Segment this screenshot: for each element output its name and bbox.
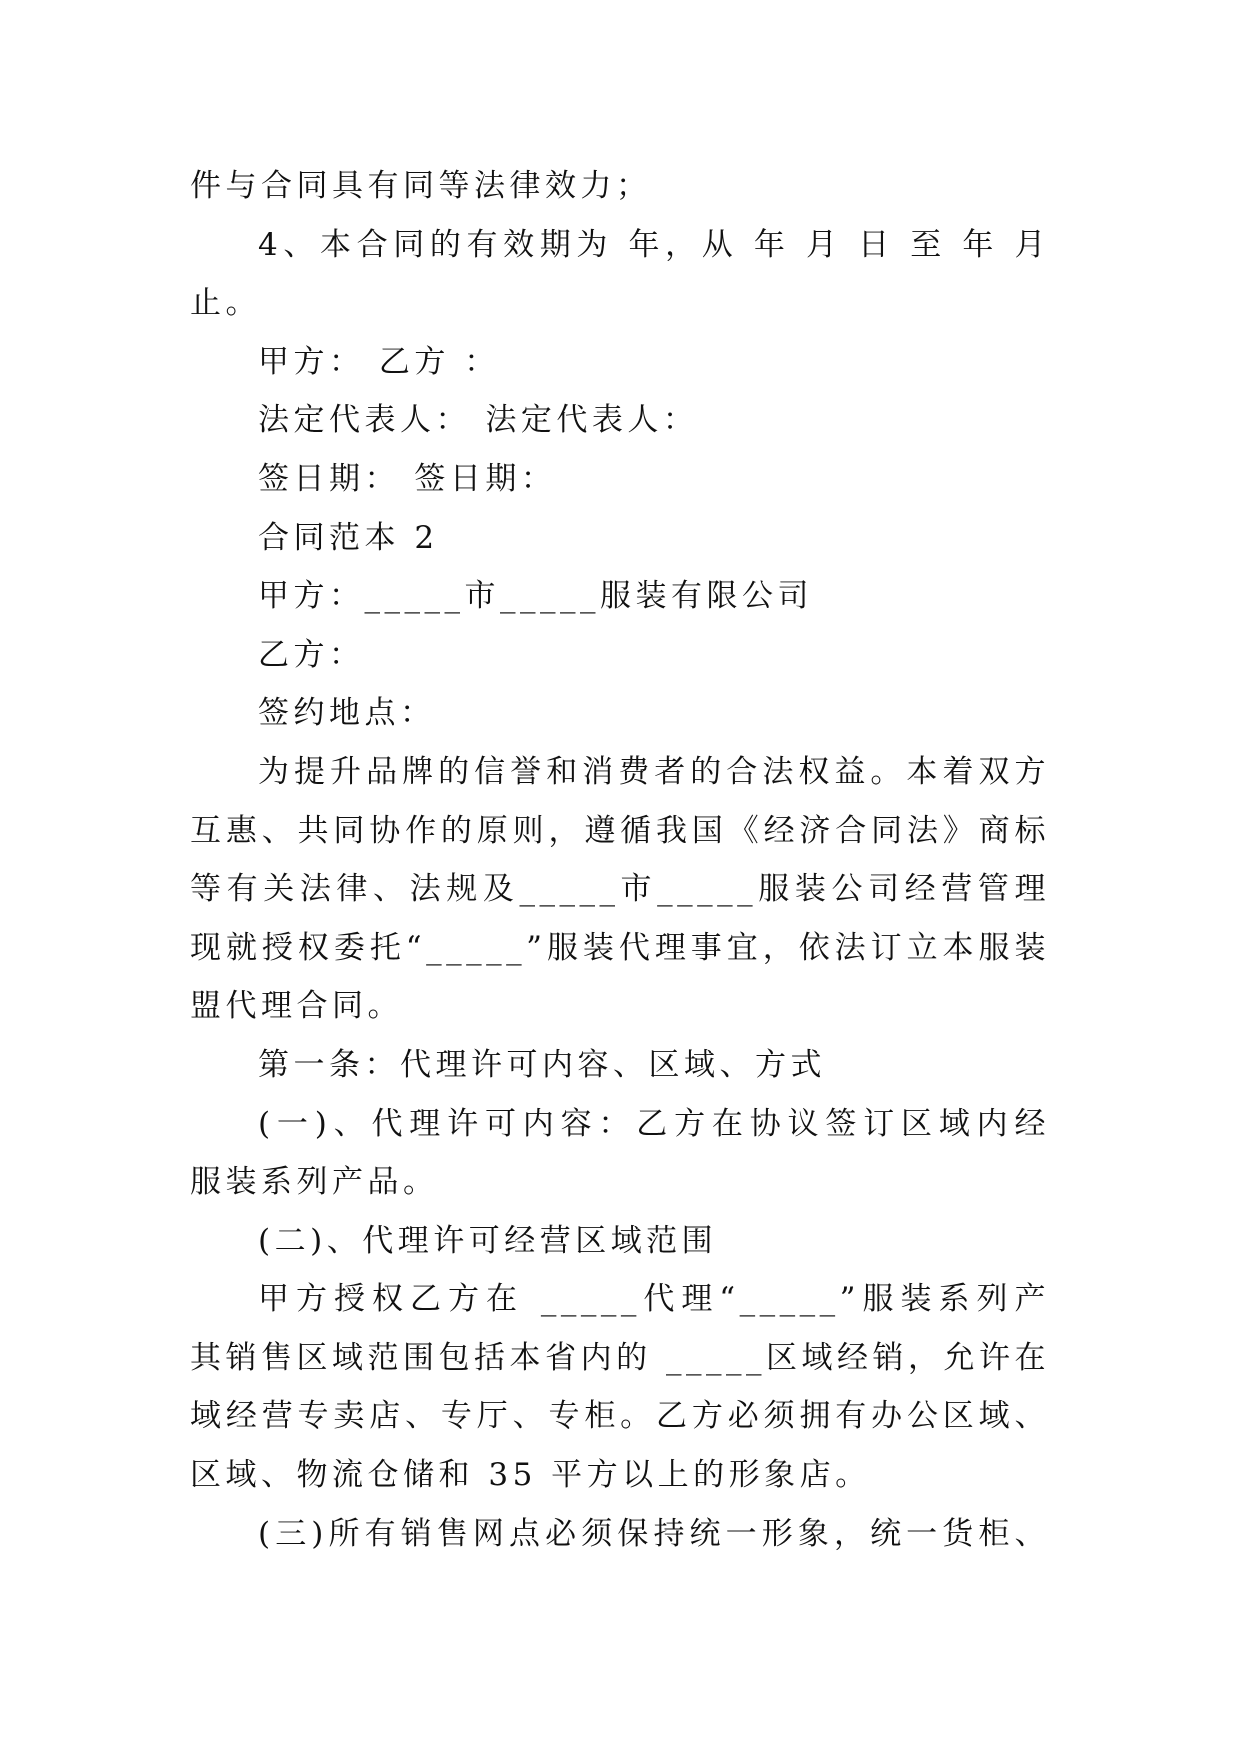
- text-line: 域经营专卖店、专厅、专柜。乙方必须拥有办公区域、: [190, 1398, 1050, 1435]
- text-line: 签日期： 签日期：: [258, 460, 557, 497]
- article-heading: 第一条：代理许可内容、区域、方式: [258, 1046, 826, 1083]
- text-line: 盟代理合同。: [190, 988, 403, 1025]
- document-body: [190, 157, 1050, 1563]
- text-line: (三)所有销售网点必须保持统一形象，统一货柜、: [258, 1515, 1050, 1552]
- text-line: (一)、代理许可内容：乙方在协议签订区域内经: [258, 1105, 1050, 1142]
- text-line: 等有关法律、法规及_____市_____服装公司经营管理: [190, 871, 1050, 908]
- text-line: 为提升品牌的信誉和消费者的合法权益。本着双方: [258, 753, 1050, 790]
- text-line: 现就授权委托“_____”服装代理事宜，依法订立本服装: [190, 929, 1050, 966]
- text-line: 止。: [190, 285, 261, 322]
- text-line: 区域、物流仓储和 35 平方以上的形象店。: [190, 1457, 871, 1494]
- text-line: 甲方： 乙方 ：: [258, 343, 500, 380]
- text-line: 其销售区域范围包括本省内的 _____区域经销，允许在: [190, 1339, 1050, 1376]
- text-line: 4、本合同的有效期为 年，从 年 月 日 至 年 月: [258, 226, 1050, 263]
- section-heading: 合同范本 2: [258, 519, 439, 556]
- text-line: 互惠、共同协作的原则，遵循我国《经济合同法》商标: [190, 812, 1050, 849]
- text-line: 件与合同具有同等法律效力；: [190, 168, 652, 204]
- text-line: 法定代表人： 法定代表人：: [258, 402, 699, 439]
- text-line: 服装系列产品。: [190, 1164, 439, 1201]
- text-line: 甲方授权乙方在 _____代理“_____”服装系列产: [258, 1281, 1050, 1318]
- text-line: 乙方：: [258, 636, 365, 673]
- text-line: (二)、代理许可经营区域范围: [258, 1222, 718, 1259]
- text-line: 签约地点：: [258, 695, 436, 732]
- text-line: 甲方：_____市_____服装有限公司: [258, 578, 813, 615]
